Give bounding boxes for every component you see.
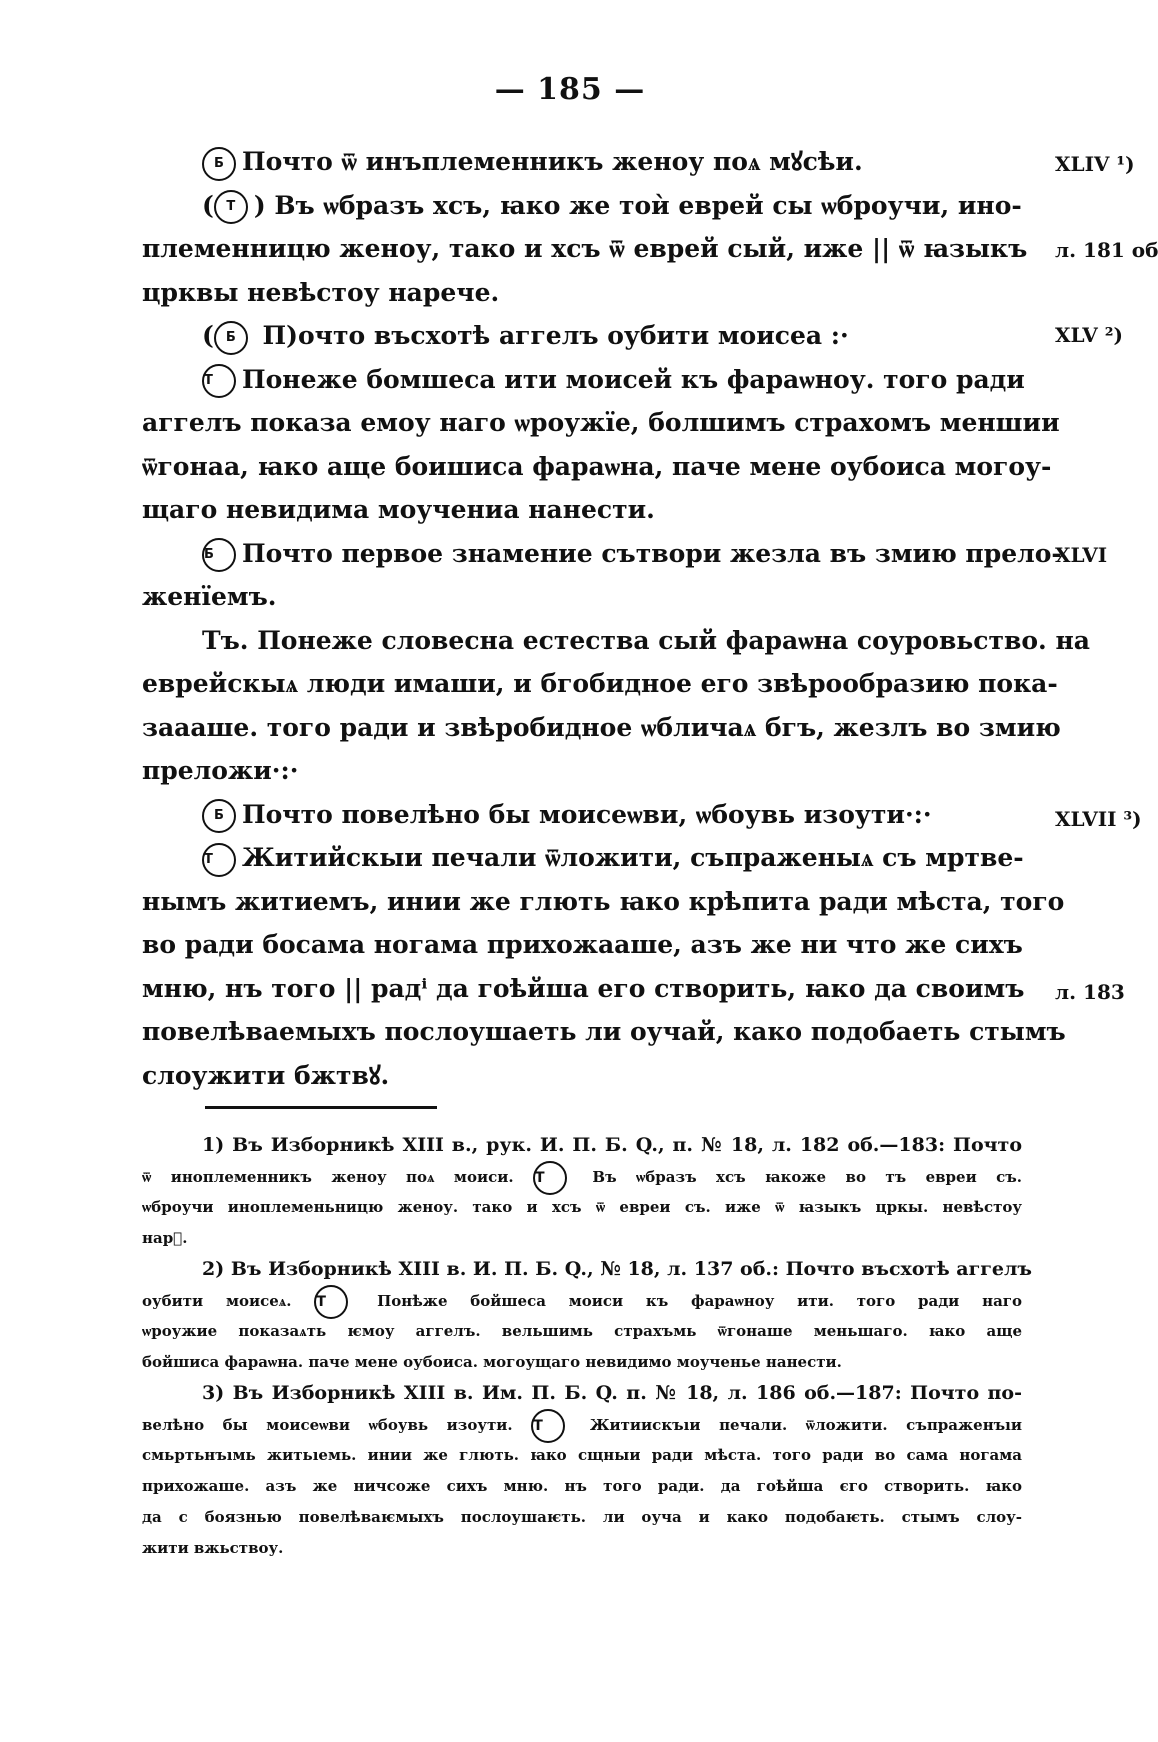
footnote-line (142, 1409, 1022, 1440)
footnote-line: нарⷱ. (142, 1229, 188, 1247)
question-line (142, 314, 1022, 358)
footnote-line: бойшиса фараѡна. паче мене оубоиса. могоущаго невидимо моученье нанести. (142, 1353, 842, 1371)
paren-open: ( (202, 190, 214, 220)
question-line (142, 532, 1062, 576)
question-text: П)очто въсхотѣ аггелъ оубити моисеа :· (253, 321, 849, 350)
answer-line: повелѣваемыхъ послоушаеть ли оучай, како подобаеть стымъ (142, 1017, 1066, 1046)
answer-line: еврейскыѧ люди имаши, и бгобидное его звѣрообразию пока- (142, 669, 1058, 698)
footnote-line: жити вжьствоу. (142, 1539, 284, 1557)
paren-open: ( (202, 321, 214, 350)
footnote-line (142, 1285, 1022, 1316)
answer-line (142, 836, 1022, 880)
answer-line: щаго невидима моучениа нанести. (142, 495, 655, 524)
question-text: Почто ѿ инъплеменникъ женоу поѧ мꙋсѣи. (242, 147, 863, 176)
answer-text: Понеже бомшеса ити моисей къ фараѡноу. того ради (242, 364, 1025, 394)
footnote-text: Житиискъıи печали. ѿложити. съпраженъıи (589, 1416, 1023, 1434)
question-line (142, 140, 1022, 184)
margin-note-chapter-44: XLIV ¹) (1055, 152, 1135, 176)
answer-marker: Т (531, 1409, 565, 1443)
answer-line: племенницю женоу, тако и хсъ ѿ еврей сый, иже || ѿ ꙗзыкъ (142, 234, 1028, 263)
answer-line (142, 184, 1022, 228)
answer-line: аггелъ показа емоу наго ѡроужїе, болшимъ страхомъ меншии (142, 408, 1060, 437)
footnote-line: смьртьнъıмь житьıемь. инии же глють. ꙗко сщныи ради мѣста. того ради во сама ногама (142, 1446, 1022, 1464)
question-marker: Б (214, 321, 248, 355)
footnote-line: 3) Въ Изборникѣ XIII в. Им. П. Б. Q. п. № 18, л. 186 об.—187: Почто по- (202, 1382, 1022, 1404)
answer-line: нымъ житиемъ, инии же глють ꙗко крѣпита ради мѣста, того (142, 886, 1065, 916)
answer-line: во ради босама ногама прихожааше, азъ же ни что же сихъ (142, 930, 1023, 959)
footnote-line (142, 1161, 1022, 1192)
answer-line: мню, нъ того || радⁱ да гоѣйша его створить, ꙗко да своимъ (142, 973, 1025, 1003)
margin-note-chapter-46: XLVI (1055, 543, 1108, 567)
margin-note-leaf-181: л. 181 об (1055, 238, 1158, 262)
question-line (142, 793, 1022, 837)
footnote-text: велѣно бы моисеѡви ѡбоувь изоути. (142, 1416, 513, 1434)
answer-line (142, 358, 1025, 402)
margin-note-leaf-183: л. 183 (1055, 980, 1125, 1004)
margin-note-chapter-45: XLV ²) (1055, 323, 1123, 347)
footnote-text: Понѣже бойшеса моиси къ фараѡноу ити. того ради наго (377, 1292, 1022, 1310)
footnote-line: да с боязнью повелѣваѥмыхъ послоушаѥть. ли оуча и како подобаѥть. стымъ слоу- (142, 1508, 1022, 1526)
footnote-line: ѡброучи иноплеменьницю женоу. тако и хсъ ѿ евреи съ. иже ѿ ꙗзыкъ цркы. невѣстоу (142, 1198, 1022, 1216)
answer-marker: Т (314, 1285, 348, 1319)
answer-line: слоужити бжтвꙋ. (142, 1060, 390, 1090)
answer-marker: Т (533, 1161, 567, 1195)
question-text: Почто первое знамение сътвори жезла въ змию прело- (242, 538, 1062, 568)
answer-line: преложи·:· (142, 756, 299, 785)
footnote-line: 2) Въ Изборникѣ XIII в. И. П. Б. Q., № 18, л. 137 об.: Почто въсхотѣ аггелъ (202, 1258, 1032, 1280)
answer-text: ) Въ ѡбразъ хсъ, ꙗко же тоѝ еврей сы ѡброучи, ино- (253, 190, 1022, 220)
margin-note-chapter-47: XLVII ³) (1055, 807, 1142, 831)
footnote-line: 1) Въ Изборникѣ XIII в., рук. И. П. Б. Q., п. № 18, л. 182 об.—183: Почто (202, 1134, 1022, 1156)
footnote-line: прихожаше. азъ же ничсоже сихъ мню. нъ того ради. да гоѣйша єго створить. ꙗко (142, 1477, 1022, 1495)
footnote-text: ѿ иноплеменникъ женоу поѧ моиси. (142, 1168, 514, 1186)
question-text: Почто повелѣно бы моисеѡви, ѡбоувь изоути·:· (242, 799, 932, 829)
answer-text: Житийскыи печали ѿложити, съпраженыѧ съ мртве- (242, 843, 1024, 872)
answer-marker: Т (202, 364, 236, 398)
footnote-text: оубити моисеѧ. (142, 1292, 292, 1310)
footnote-divider (205, 1106, 437, 1109)
footnote-text: Въ ѡбразъ хсъ ꙗкоже во тъ евреи съ. (592, 1168, 1022, 1186)
question-marker: Б (202, 538, 236, 572)
answer-marker: Т (202, 843, 236, 877)
question-marker: Б (202, 147, 236, 181)
answer-line: црквы невѣстоу нарече. (142, 277, 500, 307)
footnotes (142, 1130, 1032, 1564)
answer-marker: Т (214, 190, 248, 224)
question-marker: Б (202, 799, 236, 833)
answer-line: Тъ. Понеже словесна естества сый фараѡна соуровьство. на (202, 625, 1090, 655)
footnote-line: ѡроужие показаѧть ѥмоу аггелъ. вельшимь страхъмь ѿгонаше меньшаго. ꙗко аще (142, 1322, 1022, 1340)
question-line: женїемъ. (142, 582, 277, 611)
answer-line: ѿгонаа, ꙗко аще боишиса фараѡна, паче мене оубоиса могоу- (142, 451, 1052, 481)
page-number: — 185 — (494, 72, 646, 107)
answer-line: заааше. того ради и звѣробидное ѡбличаѧ бгъ, жезлъ во змию (142, 712, 1061, 742)
